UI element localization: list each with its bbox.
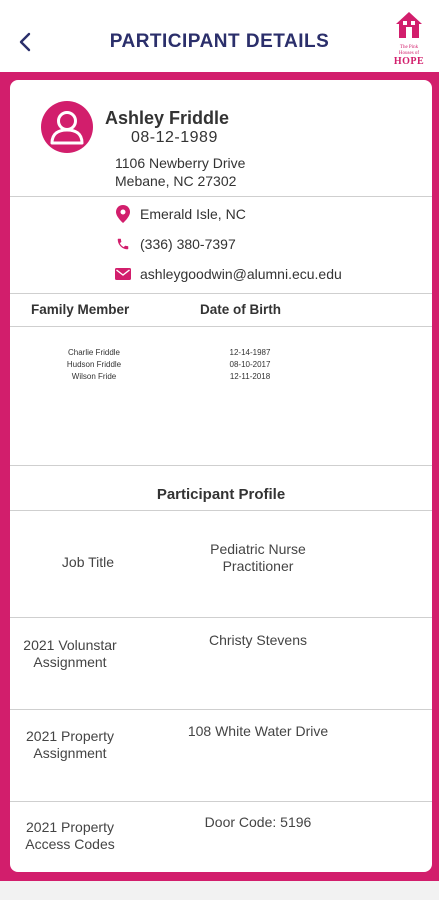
address-line-1: 1106 Newberry Drive — [115, 155, 246, 171]
family-member-name: Charlie Friddle — [67, 348, 121, 357]
email-icon — [115, 265, 131, 283]
participant-name: Ashley Friddle — [105, 108, 230, 128]
date-of-birth-header: Date of Birth — [200, 302, 281, 317]
address-line-2: Mebane, NC 27302 — [115, 173, 237, 189]
location-pin-icon — [115, 205, 131, 223]
divider — [10, 326, 432, 327]
logo-line-1: The Pink — [399, 45, 419, 50]
divider — [10, 510, 432, 511]
location-text: Emerald Isle, NC — [140, 206, 246, 222]
profile-section-title: Participant Profile — [156, 486, 286, 503]
profile-row-value: 108 White Water Drive — [187, 723, 329, 739]
profile-row-label: Job Title — [61, 554, 115, 570]
family-member-dob: 12-14-1987 — [229, 348, 271, 357]
family-member-header: Family Member — [31, 302, 130, 317]
phone-icon — [115, 235, 131, 253]
location-row — [115, 204, 246, 224]
family-member-dob: 12-11-2018 — [229, 372, 271, 381]
divider — [10, 196, 432, 197]
profile-row-value: Christy Stevens — [208, 632, 308, 648]
phone-row[interactable] — [115, 234, 236, 254]
logo-hope: HOPE — [393, 56, 425, 67]
divider — [10, 709, 432, 710]
content-frame — [0, 72, 439, 881]
profile-row-label: 2021 Property Access Codes — [25, 819, 115, 852]
family-names-column — [44, 347, 144, 383]
family-dob-column — [215, 347, 285, 383]
divider — [10, 617, 432, 618]
divider — [10, 293, 432, 294]
bottom-bar — [0, 881, 439, 900]
divider — [10, 801, 432, 802]
email-text[interactable]: ashleygoodwin@alumni.ecu.edu — [140, 266, 342, 282]
app-logo — [391, 10, 427, 72]
family-member-name: Wilson Fride — [71, 372, 117, 381]
profile-row-label: 2021 Volunstar Assignment — [23, 637, 117, 670]
email-row[interactable] — [115, 264, 342, 284]
participant-dob: 08-12-1989 — [131, 129, 218, 146]
participant-card — [10, 80, 432, 872]
house-logo-icon — [391, 10, 427, 40]
profile-row-value: Pediatric Nurse Practitioner — [210, 541, 306, 574]
logo-line-2: Houses of — [398, 51, 420, 56]
phone-text[interactable]: (336) 380-7397 — [140, 236, 236, 252]
divider — [10, 465, 432, 466]
page-title: PARTICIPANT DETAILS — [109, 31, 330, 52]
profile-row-value: Door Code: 5196 — [204, 814, 312, 830]
family-member-name: Hudson Friddle — [66, 360, 122, 369]
profile-row-label: 2021 Property Assignment — [26, 728, 114, 761]
family-member-dob: 08-10-2017 — [229, 360, 271, 369]
app-header — [0, 0, 439, 72]
user-avatar-icon — [41, 101, 93, 153]
